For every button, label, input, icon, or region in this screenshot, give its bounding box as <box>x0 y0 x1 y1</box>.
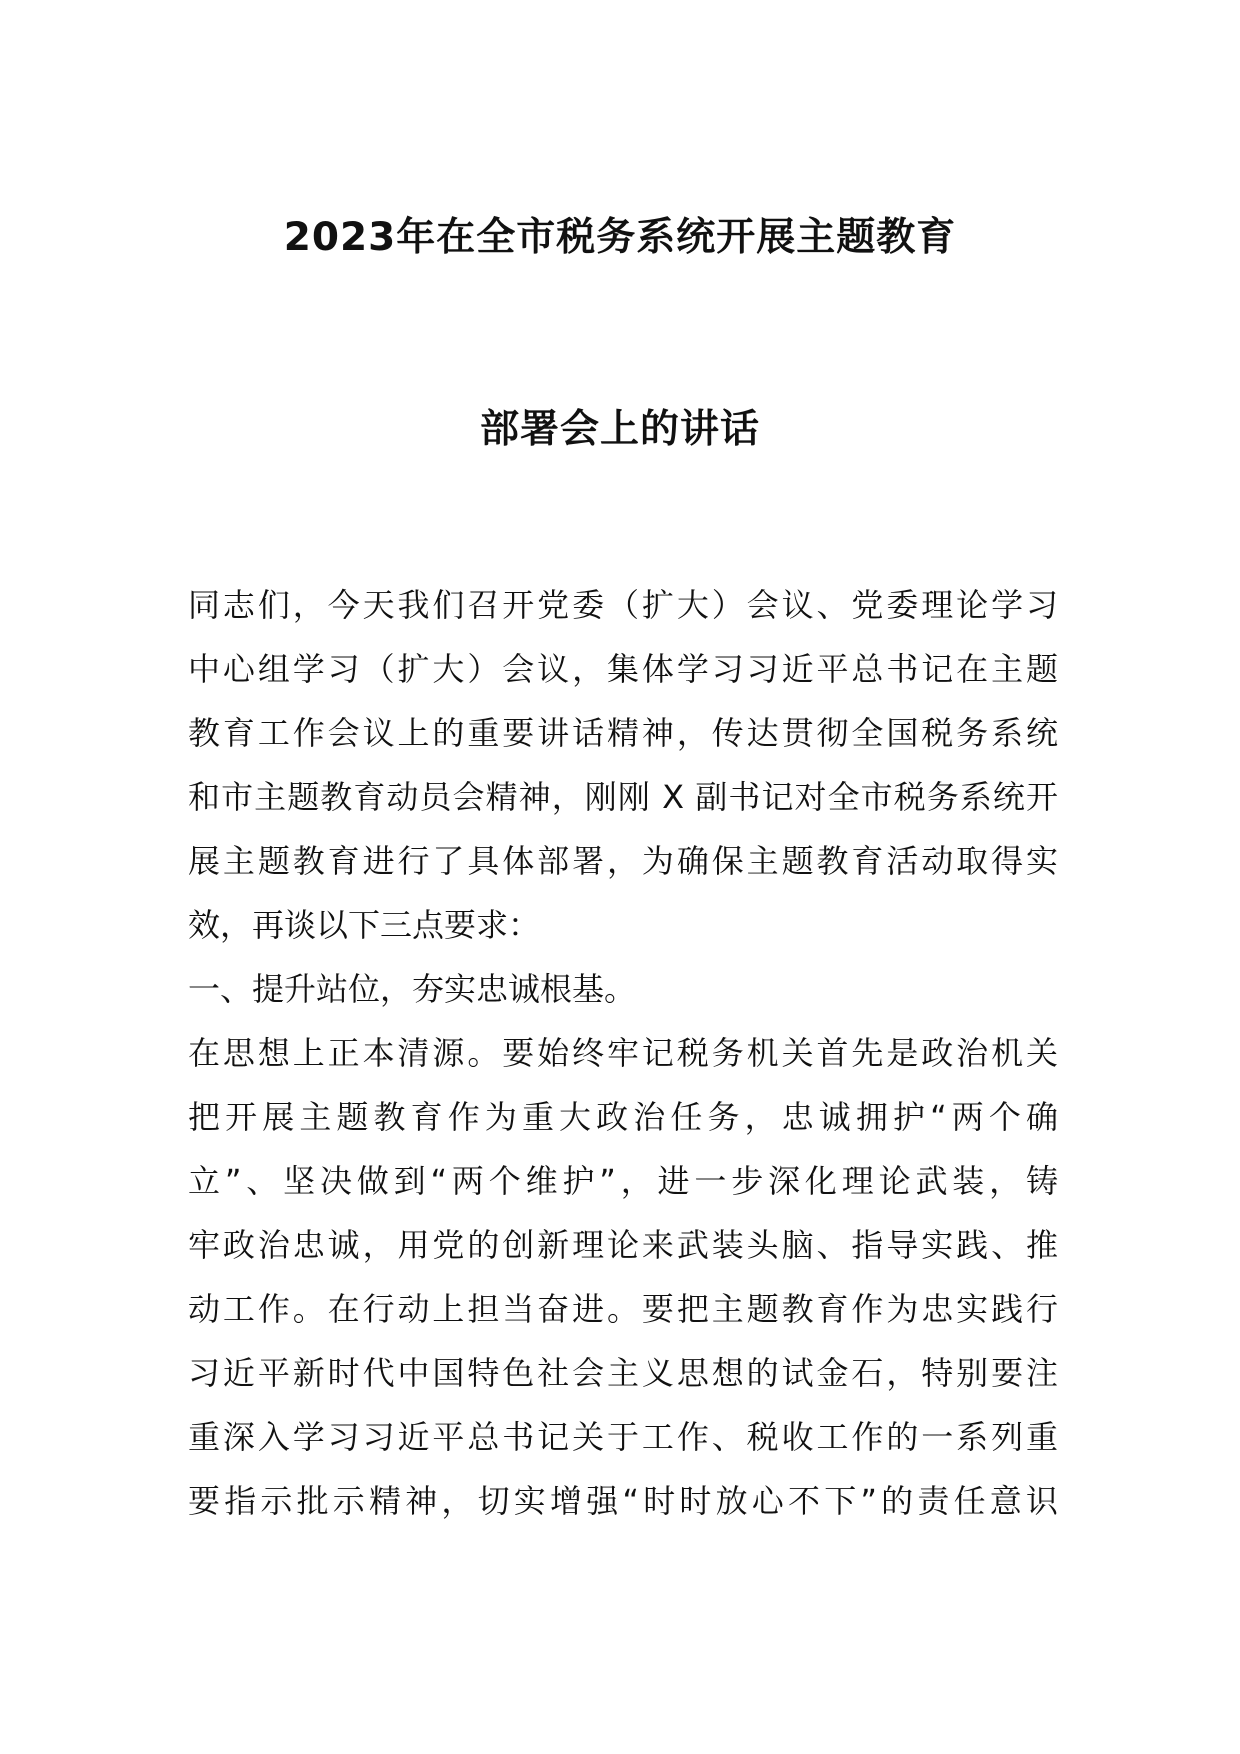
body-line: 展主题教育进行了具体部署，为确保主题教育活动取得实 <box>188 842 1058 880</box>
body-line: 同志们，今天我们召开党委（扩大）会议、党委理论学习 <box>188 586 1058 624</box>
body-line: 立”、坚决做到“两个维护”，进一步深化理论武装，铸 <box>188 1162 1058 1200</box>
body-line: 重深入学习习近平总书记关于工作、税收工作的一系列重 <box>188 1418 1058 1456</box>
body-line: 中心组学习（扩大）会议，集体学习习近平总书记在主题 <box>188 650 1058 688</box>
body-line: 教育工作会议上的重要讲话精神，传达贯彻全国税务系统 <box>188 714 1058 752</box>
section-heading: 一、提升站位，夯实忠诚根基。 <box>188 970 637 1008</box>
body-line: 动工作。在行动上担当奋进。要把主题教育作为忠实践行 <box>188 1290 1058 1328</box>
document-body <box>188 573 1058 1533</box>
body-line: 牢政治忠诚，用党的创新理论来武装头脑、指导实践、推 <box>188 1226 1058 1264</box>
body-line: 效，再谈以下三点要求： <box>188 906 541 944</box>
body-line: 和市主题教育动员会精神，刚刚 X 副书记对全市税务系统开 <box>188 778 1058 816</box>
body-line: 习近平新时代中国特色社会主义思想的试金石，特别要注 <box>188 1354 1058 1392</box>
body-line: 要指示批示精神，切实增强“时时放心不下”的责任意识 <box>188 1482 1058 1520</box>
document-title-line-2: 部署会上的讲话 <box>479 407 760 452</box>
body-line: 把开展主题教育作为重大政治任务，忠诚拥护“两个确 <box>188 1098 1058 1136</box>
body-line: 在思想上正本清源。要始终牢记税务机关首先是政治机关 <box>188 1034 1058 1072</box>
document-title-line-1: 2023年在全市税务系统开展主题教育 <box>283 215 957 260</box>
